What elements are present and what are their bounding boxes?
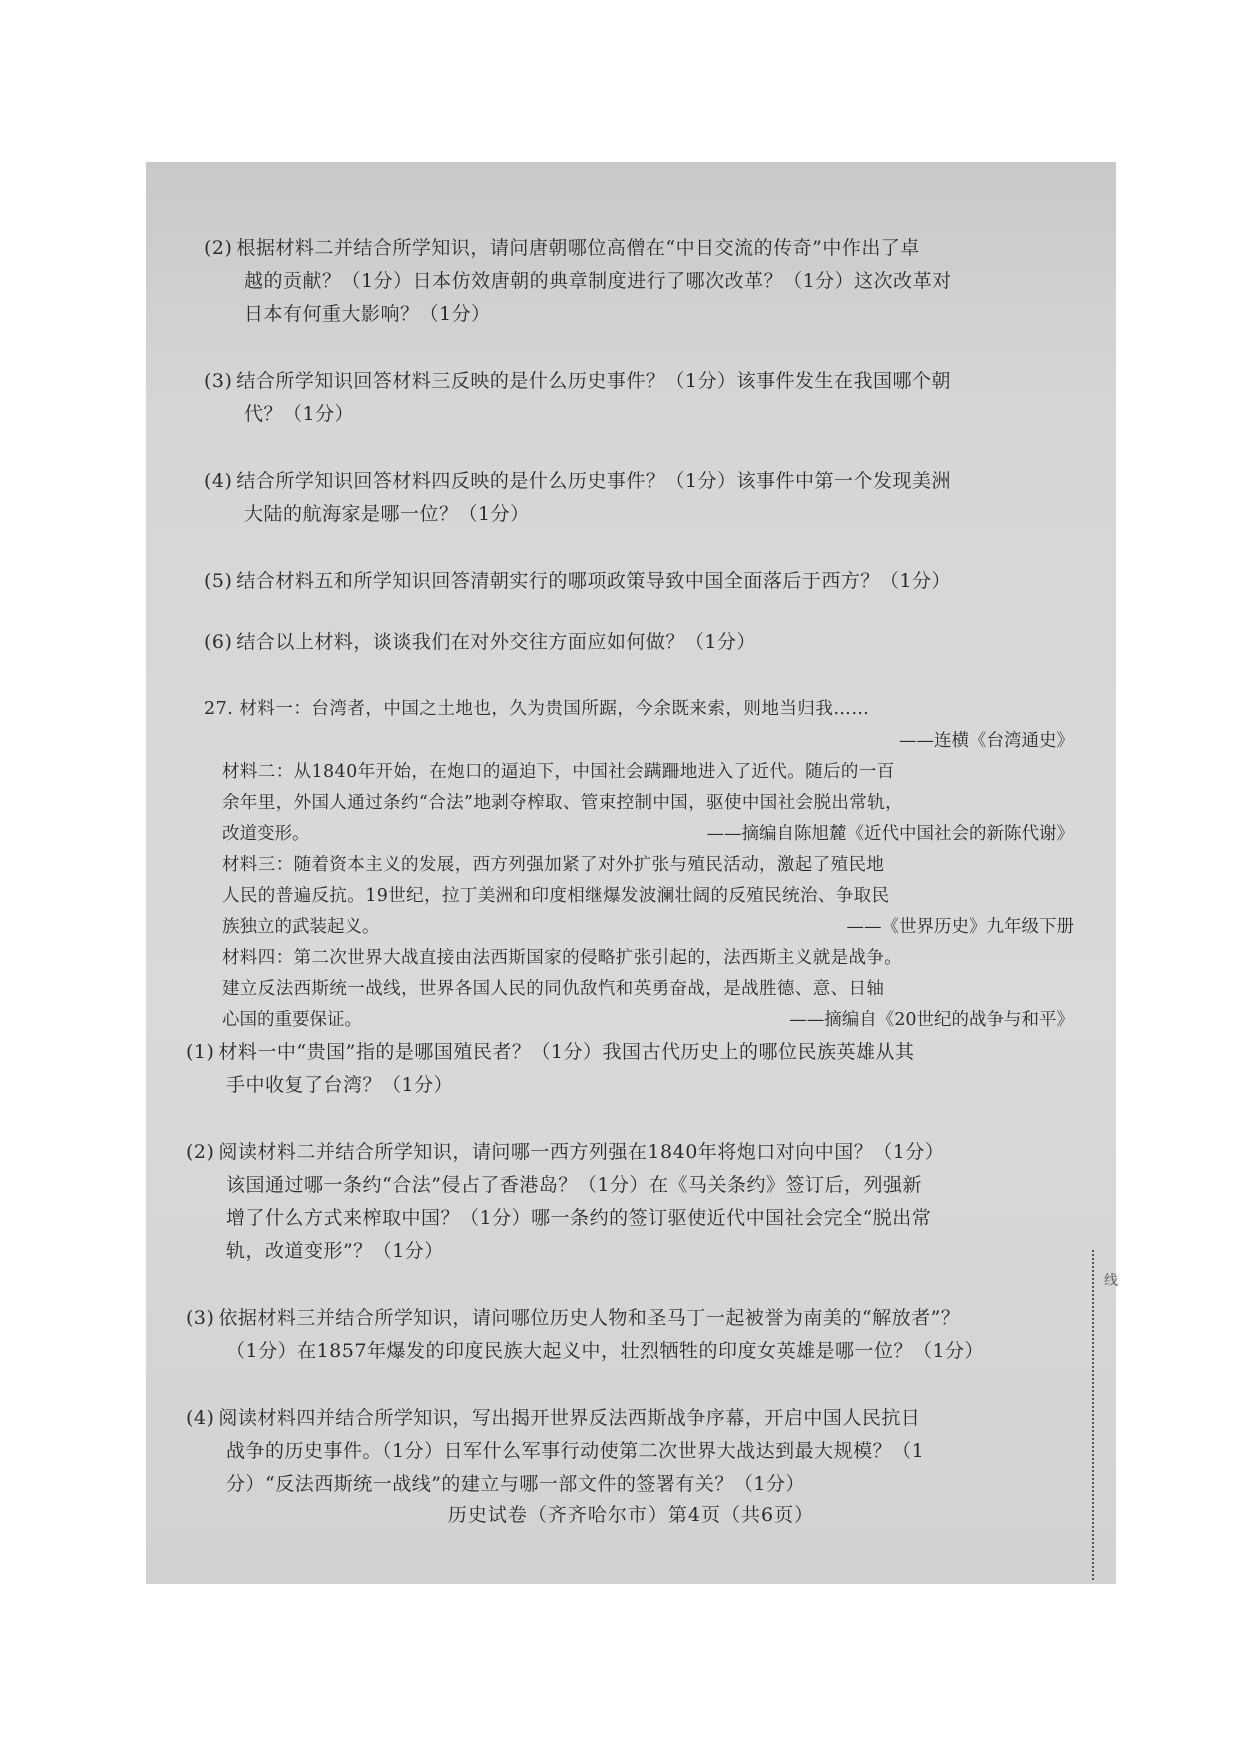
question-text: 大陆的航海家是哪一位？（1分） [244, 503, 530, 525]
material-4-last-line [204, 1005, 1084, 1036]
question-text: 轨，改道变形”？（1分） [226, 1240, 444, 1262]
material-3-text: 材料三：随着资本主义的发展，西方列强加紧了对外扩张与殖民活动，激起了殖民地 [222, 855, 885, 875]
material-2-text: 材料二：从1840年开始，在炮口的逼迫下，中国社会蹒跚地进入了近代。随后的一百 [222, 762, 895, 782]
question-text: 该国通过哪一条约“合法”侵占了香港岛？（1分）在《马关条约》签订后，列强新 [226, 1174, 923, 1196]
question-26-2 [204, 232, 1084, 331]
question-number: (4) [186, 1407, 215, 1429]
question-text: 阅读材料四并结合所学知识，写出揭开世界反法西斯战争序幕，开启中国人民抗日 [218, 1407, 921, 1429]
question-text: 手中收复了台湾？（1分） [226, 1074, 454, 1096]
question-26-3 [204, 365, 1084, 431]
material-3-last-line [204, 912, 1084, 943]
question-text: 越的贡献？（1分）日本仿效唐朝的典章制度进行了哪次改革？（1分）这次改革对 [244, 270, 952, 292]
material-1-source: ——连横《台湾通史》 [899, 731, 1074, 751]
question-number: (3) [186, 1307, 215, 1329]
material-2-text: 改道变形。 [222, 824, 310, 844]
question-text: （1分）在1857年爆发的印度民族大起义中，壮烈牺牲的印度女英雄是哪一位？（1分） [226, 1340, 985, 1362]
question-26-4 [204, 465, 1084, 531]
question-text: 日本有何重大影响？（1分） [244, 303, 491, 325]
binding-line-label: 线 [1104, 1273, 1118, 1289]
question-27-1 [186, 1036, 1084, 1102]
exam-content [186, 232, 1084, 1501]
question-text: 根据材料二并结合所学知识，请问唐朝哪位高僧在“中日交流的传奇”中作出了卓 [236, 237, 920, 259]
question-26-6 [204, 626, 1084, 659]
question-number: (5) [204, 570, 233, 592]
question-text: 结合所学知识回答材料四反映的是什么历史事件？（1分）该事件中第一个发现美洲 [236, 470, 952, 492]
question-number: (1) [186, 1041, 215, 1063]
question-text: 结合材料五和所学知识回答清朝实行的哪项政策导致中国全面落后于西方？（1分） [236, 570, 952, 592]
material-3-source: ——《世界历史》九年级下册 [846, 917, 1074, 937]
material-2-source: ——摘编自陈旭麓《近代中国社会的新陈代谢》 [706, 824, 1074, 844]
material-4-text: 心国的重要保证。 [222, 1010, 362, 1030]
question-26-5 [204, 565, 1084, 598]
question-27-materials [204, 693, 1084, 1036]
question-number: (6) [204, 631, 233, 653]
material-4-text: 材料四：第二次世界大战直接由法西斯国家的侵略扩张引起的，法西斯主义就是战争。 [222, 948, 903, 968]
question-text: 阅读材料二并结合所学知识，请问哪一西方列强在1840年将炮口对向中国？（1分） [218, 1141, 945, 1163]
question-text: 代？（1分） [244, 403, 355, 425]
material-2-last-line [204, 819, 1084, 850]
question-text: 结合以上材料，谈谈我们在对外交往方面应如何做？（1分） [236, 631, 757, 653]
material-3-text: 人民的普遍反抗。19世纪，拉丁美洲和印度相继爆发波澜壮阔的反殖民统治、争取民 [222, 886, 890, 906]
question-number: (3) [204, 370, 233, 392]
material-1-text: 27. 材料一：台湾者，中国之土地也，久为贵国所踞，今余既来索，则地当归我…… [204, 699, 870, 719]
question-text: 分）“反法西斯统一战线”的建立与哪一部文件的签署有关？（1分） [226, 1473, 806, 1495]
page-footer: 历史试卷（齐齐哈尔市）第4页（共6页） [447, 1504, 815, 1526]
question-text: 增了什么方式来榨取中国？（1分）哪一条约的签订驱使近代中国社会完全“脱出常 [226, 1207, 932, 1229]
binding-line [1092, 1250, 1094, 1580]
exam-page-photo [146, 162, 1116, 1584]
question-number: (2) [186, 1141, 215, 1163]
material-4-text: 建立反法西斯统一战线，世界各国人民的同仇敌忾和英勇奋战，是战胜德、意、日轴 [222, 979, 885, 999]
question-27-2 [186, 1136, 1084, 1268]
question-27-3 [186, 1302, 1084, 1368]
question-text: 结合所学知识回答材料三反映的是什么历史事件？（1分）该事件发生在我国哪个朝 [236, 370, 952, 392]
question-27-4 [186, 1402, 1084, 1501]
question-text: 材料一中“贵国”指的是哪国殖民者？（1分）我国古代历史上的哪位民族英雄从其 [218, 1041, 915, 1063]
material-2-text: 余年里，外国人通过条约“合法”地剥夺榨取、管束控制中国，驱使中国社会脱出常轨， [222, 793, 903, 813]
question-number: (2) [204, 237, 233, 259]
material-4-source: ——摘编自《20世纪的战争与和平》 [789, 1010, 1074, 1030]
question-number: (4) [204, 470, 233, 492]
question-text: 战争的历史事件。（1分）日军什么军事行动使第二次世界大战达到最大规模？（1 [226, 1440, 925, 1462]
material-3-text: 族独立的武装起义。 [222, 917, 380, 937]
question-text: 依据材料三并结合所学知识，请问哪位历史人物和圣马丁一起被誉为南美的“解放者”？ [218, 1307, 961, 1329]
